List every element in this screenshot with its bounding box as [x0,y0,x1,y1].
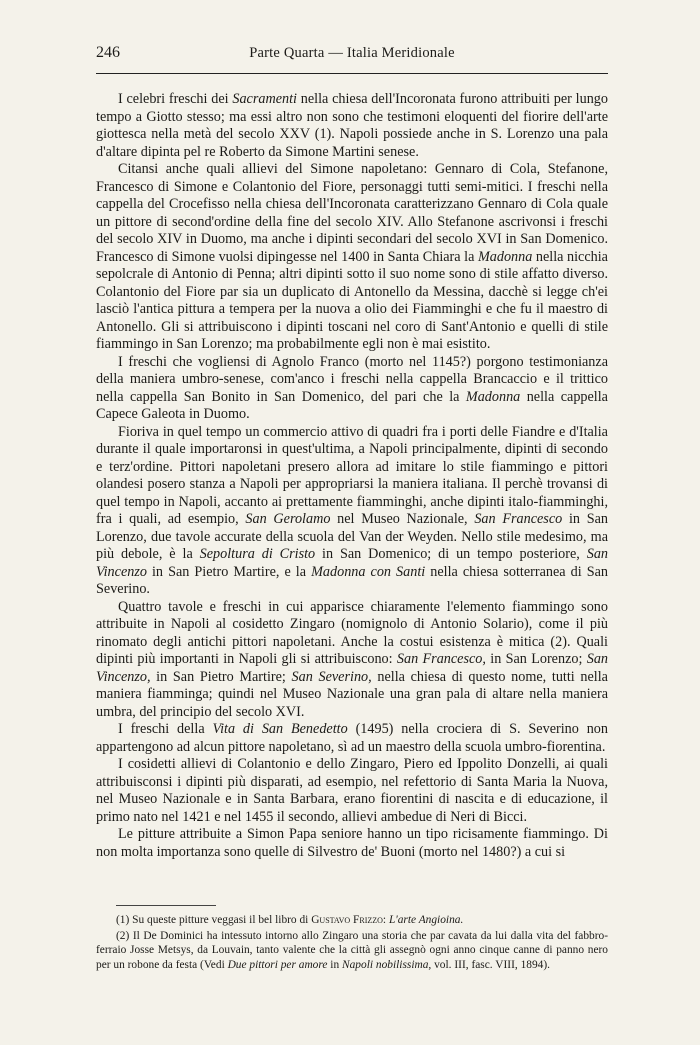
text-run: in San Lorenzo; [485,651,587,667]
text-run: nella chiesa sotterranea di San Severino. [96,563,608,597]
text-run: in San Lorenzo, due tavole accurate della scuola del Van der Weyden. Nello stile medesimo, ma più debole, è la [96,511,608,562]
running-title: Parte Quarta — Italia Meridionale [249,45,455,61]
text-run: I freschi della [118,721,213,737]
italic-text: Due pittori per amore [227,958,328,971]
text-run: (1495) nella crociera di S. Severino non appartengono ad alcun pittore napoletano, sì ad un maestro della scuola umbro-fiorentina. [96,721,608,755]
text-run: nella chiesa di questo nome, tutti nella maniera fiamminga; quindi nel Museo Nazionale una gran pala di altare nella maniera umbra, del principio del secolo XVI. [96,668,608,720]
text-run: nella nicchia sepolcrale di Antonio di Penna; altri dipinti sotto il suo nome sono di stile affatto diverso. Colantonio del Fiore par sia un duplicato di Antonello da Messina, dacchè si legge ch'ei lasciò l'antica pittura a tempera per la nuova a olio dei Fiamminghi e che fu il maestro di Antonello. Gli si attribuiscono i dipinti toscani nel coro di Sant'Antonio e quelli di stile fiammingo in San Lorenzo; ma probabilmente egli non è mai esistito. [96,248,608,352]
page-number: 246 [96,44,120,61]
text-run: nella chiesa dell'Incoronata furono attribuiti per lungo tempo a Giotto stesso; ma essi altro non sono che testimoni eloquenti del fiorire dell'arte giottesca nella metà del secolo XXV (1). Napoli possiede anche in S. Lorenzo una pala d'altare dipinta pel re Roberto da Simone Martini senese. [96,91,608,160]
text-run: I cosidetti allievi di Colantonio e dello Zingaro, Piero ed Ippolito Donzelli, ai quali attribuisconsi i dipinti più disparati, ad esempio, nel refettorio di Santa Maria la Nuova, nel Museo Nazionale e in Santa Barbara, erano fiorentini di nascita e di educazione, il primo nato nel 1421 e nel 1455 il secondo, allievi ambedue di Neri di Bicci. [96,756,608,825]
italic-text: San Francesco [474,511,563,527]
italic-text: San Gerolamo [245,511,331,527]
running-header [96,44,608,70]
text-run: vol. III, fasc. VIII, 1894). [431,958,550,971]
italic-text: San Vincenzo, [96,651,608,685]
text-run: nel Museo Nazionale, [330,511,475,527]
italic-text: San Francesco, [396,651,486,667]
paragraph [96,756,608,826]
italic-text: Madonna [477,248,533,265]
text-run: (2) Il De Dominici ha intessuto intorno allo Zingaro una storia che par cavata da lui dalla vita del fabbro-ferraio Josse Metsys, da Louvain, tanto valente che la città gli assegnò ogni anno cinque canne di panno nero per un robone da festa (Vedi [96,929,608,971]
italic-text: Napoli nobilissima, [342,958,432,971]
text-run: Quattro tavole e freschi in cui apparisce chiaramente l'elemento fiammingo sono attribuite in Napoli al cosidetto Zingaro (nomignolo di Antonio Solario), come il più rinomato degli antichi pittori napoletani. Anche la costui esistenza è mitica (2). Quali dipinti più importanti in Napoli gli si attribuiscono: [96,598,608,667]
italic-text: L'arte Angioina. [388,914,464,926]
text-run: nella cappella Capece Galeota in Duomo. [96,388,608,422]
text-run: Citansi anche quali allievi del Simone napoletano: Gennaro di Cola, Stefanone, Francesco di Simone e Colantonio del Fiore, personaggi tutti semi-mitici. I freschi nella cappella del Crocefisso nella chiesa dell'Incoronata caratterizzano Gennaro di Cola quale un pittore di second'ordine della fine del secolo XIV. Allo Stefanone ascrivonsi i freschi del secolo XIV in Duomo, ma anche i dipinti secondari del secolo XVI in San Domenico. Francesco di Simone vuolsi dipingesse nel 1400 in Santa Chiara la [96,161,608,265]
text-run: in [327,958,343,971]
italic-text: San Vincenzo [96,546,608,580]
text-run: Gustavo Frizzo [311,914,383,926]
italic-text: San Severino, [291,668,372,685]
footnote [96,929,608,973]
paragraph [96,354,608,424]
paragraph [96,91,608,161]
paragraph [96,161,608,354]
text-run: in San Domenico; di un tempo posteriore, [315,546,587,562]
body-text [96,91,608,861]
paragraph [96,826,608,861]
text-run: Fioriva in quel tempo un commercio attivo di quadri fra i porti delle Fiandre e d'Italia durante il quale importaronsi in quest'ultima, a Napoli principalmente, dipinti di secondo e terz'ordine. Pittori napoletani presero allora ad imitare lo stile fiammingo e pittori olandesi posero stanza a Napoli per appropriarsi la maniera italiana. Il perchè trovansi di quel tempo in Napoli, accanto ai prettamente fiamminghi, anche dipinti italo-fiamminghi, fra i quali, ad esempio, [96,423,608,527]
italic-text: Madonna con Santi [311,563,426,580]
italic-text: Sepoltura di Cristo [199,546,316,562]
text-run: I freschi che vogliensi di Agnolo Franco (morto nel 1145?) porgono testimonianza della maniera umbro-senese, com'anco i freschi nella cappella Brancaccio e il trittico nella cappella San Bonito in San Domenico, del pari che la [96,353,608,405]
text-run: Le pitture attribuite a Simon Papa seniore hanno un tipo ricisamente fiammingo. Di non molta importanza sono quelle di Silvestro de' Buoni (morto nel 1480?) a cui si [96,826,608,860]
text-run: in San Pietro Martire, e la [146,563,312,580]
italic-text: Sacramenti [232,91,297,107]
text-run: I celebri freschi dei [118,91,233,107]
italic-text: Madonna [465,388,521,405]
text-run: in San Pietro Martire; [150,668,292,685]
text-run: (1) Su queste pitture veggasi il bel libro di [116,914,312,926]
footnote-rule [116,905,216,906]
paragraph [96,599,608,722]
text-run: : [382,914,389,926]
header-rule [96,73,608,74]
footnote [96,913,608,928]
paragraph [96,424,608,599]
paragraph [96,721,608,756]
italic-text: Vita di San Benedetto [212,721,348,737]
footnotes [96,913,608,973]
